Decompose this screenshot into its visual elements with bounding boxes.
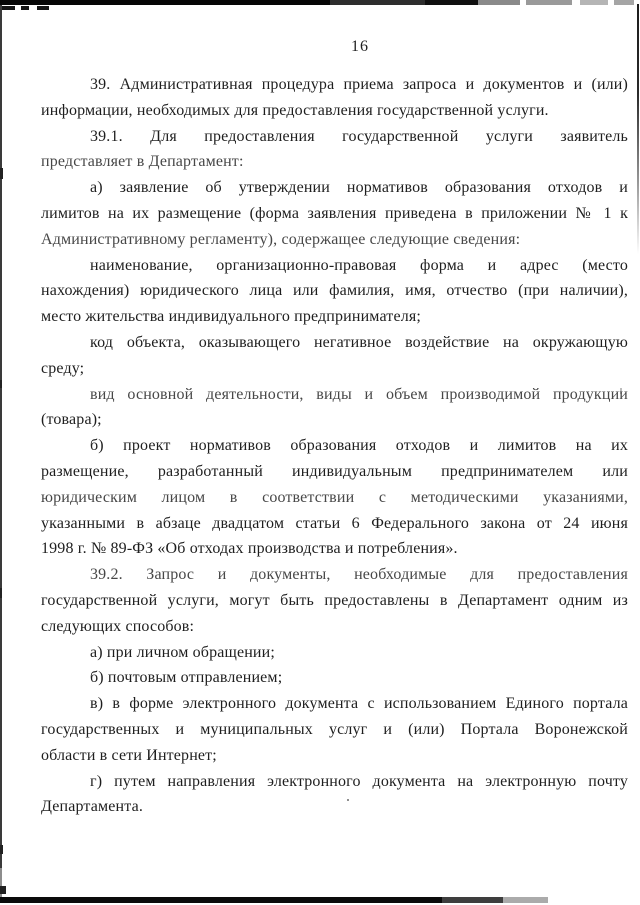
text-line: представляет в Департамент: [41,153,244,171]
scan-speck [21,6,29,10]
scan-edge-right [637,4,639,254]
text-line: указанными в абзаце двадцатом статьи 6 Федерального закона от 24 июня [41,514,628,532]
text-line: г) путем направления электронного документа на электронную почту [90,772,628,790]
text-line: б) проект нормативов образования отходов и лимитов на их [90,437,628,455]
text-line: (товара); [41,411,102,429]
scan-speck [37,6,49,10]
text-line: 1998 г. № 89-ФЗ «Об отходах производства и потребления». [41,540,458,558]
scan-speck [2,6,15,10]
text-line: области в сети Интернет; [41,746,217,764]
text-line: код объекта, оказывающего негативное воздействие на окружающую [90,333,628,351]
text-line: вид основной деятельности, виды и объем производимой продукции [90,385,628,403]
scan-edge-left [0,5,2,871]
scan-speck [0,886,6,894]
text-line: следующих способов: [41,617,195,635]
text-line: место жительства индивидуального предпринимателя; [41,308,421,326]
text-line: Административному регламенту), содержащее следующие сведения: [41,230,521,248]
scan-edge-top [0,0,640,5]
text-line: государственных и муниципальных услуг и (или) Портала Воронежской [41,720,628,738]
text-line: информации, необходимых для предоставления государственной услуги. [41,101,549,119]
text-line: юридическим лицом в соответствии с методическими указаниями, [41,488,628,506]
text-line: размещение, разработанный индивидуальным предпринимателем или [41,462,628,480]
text-line: среду; [41,359,85,377]
page-number: 16 [351,38,369,55]
text-line: в) в форме электронного документа с использованием Единого портала [90,695,628,713]
scan-speck [0,168,3,179]
text-line: а) при личном обращении; [90,643,275,661]
text-line: наименование, организационно-правовая форма и адрес (место [90,256,628,274]
text-line: государственной услуги, могут быть предоставлены в Департамент одним из [41,591,628,609]
text-line: лимитов на их размещение (форма заявления приведена в приложении № 1 к [41,204,628,222]
text-line: 39.1. Для предоставления государственной услуги заявитель [90,127,628,145]
scan-edge-bottom [0,897,640,903]
text-line: б) почтовым отправлением; [90,669,283,687]
text-line: 39. Административная процедура приема запроса и документов и (или) [90,76,628,93]
scan-speck [0,845,3,854]
text-line: а) заявление об утверждении нормативов образования отходов и [90,179,628,197]
text-line: нахождения) юридического лица или фамилия, имя, отчество (при наличии), [41,282,628,300]
scan-speck [0,588,2,598]
scan-speck [0,380,2,388]
text-line: 39.2. Запрос и документы, необходимые для предоставления [90,566,628,584]
text-line: Департамента. [41,798,143,816]
document-body [41,72,628,820]
